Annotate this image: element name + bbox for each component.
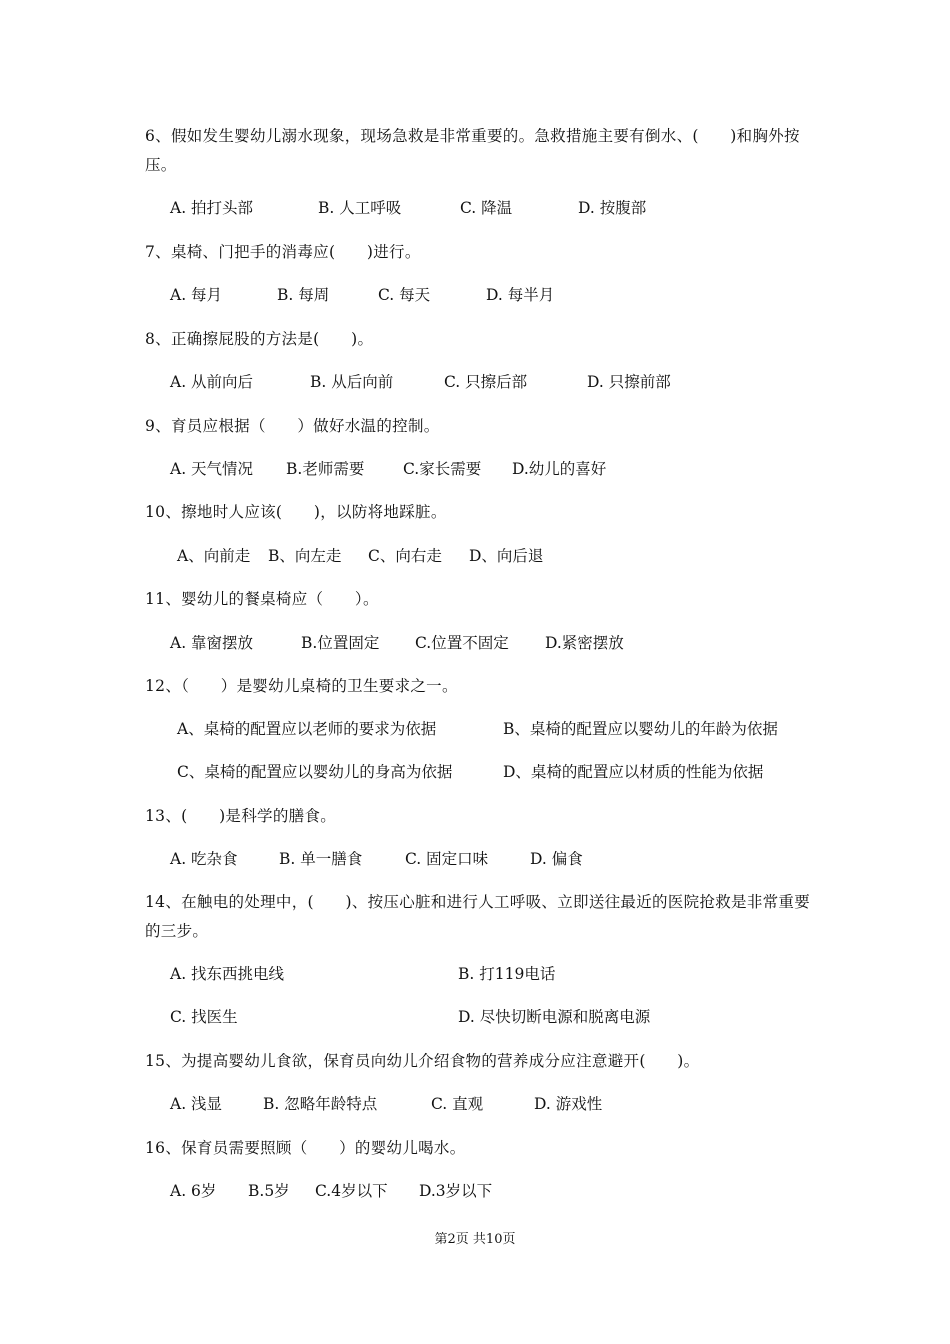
question-7-options — [170, 284, 554, 306]
option-c: C、桌椅的配置应以婴幼儿的身高为依据 — [177, 763, 453, 781]
option-d: D. 每半月 — [486, 286, 555, 304]
option-c: C. 固定口味 — [405, 850, 489, 868]
option-b: B.老师需要 — [286, 460, 365, 478]
option-a: A. 从前向后 — [170, 373, 254, 391]
option-b: B.位置固定 — [301, 634, 380, 652]
question-14-stem: 14、在触电的处理中，( )、按压心脏和进行人工呼吸、立即送往最近的医院抢救是非常重要的三步。 — [145, 893, 811, 940]
option-c: C. 找医生 — [170, 1008, 238, 1026]
question-14-options-row1 — [170, 963, 555, 985]
question-16-options — [170, 1180, 492, 1202]
option-a: A. 靠窗摆放 — [170, 634, 254, 652]
option-b: B. 忽略年龄特点 — [263, 1095, 378, 1113]
option-b: B. 每周 — [277, 286, 330, 304]
option-c: C. 只擦后部 — [444, 373, 528, 391]
option-b: B.5岁 — [248, 1182, 290, 1200]
option-d: D. 只擦前部 — [587, 373, 671, 391]
question-16-stem: 16、保育员需要照顾（ ）的婴幼儿喝水。 — [145, 1139, 466, 1157]
option-b: B. 单一膳食 — [279, 850, 363, 868]
option-a: A. 每月 — [170, 286, 223, 304]
option-a: A. 浅显 — [170, 1095, 223, 1113]
question-8-stem: 8、正确擦屁股的方法是( )。 — [145, 330, 374, 348]
option-b: B. 打119电话 — [458, 965, 556, 983]
option-b: B、桌椅的配置应以婴幼儿的年龄为依据 — [503, 720, 778, 738]
option-c: C. 降温 — [460, 199, 513, 217]
question-12-stem: 12、（ ）是婴幼儿桌椅的卫生要求之一。 — [145, 677, 458, 695]
option-b: B、向左走 — [268, 547, 342, 565]
question-14-options-row2 — [170, 1006, 650, 1028]
option-d: D. 按腹部 — [578, 199, 647, 217]
page-footer: 第2页 共10页 — [434, 1232, 516, 1247]
question-13-stem: 13、( )是科学的膳食。 — [145, 807, 337, 825]
question-15-options — [170, 1093, 602, 1115]
option-a: A、向前走 — [177, 547, 251, 565]
option-d: D、向后退 — [469, 547, 544, 565]
option-c: C. 每天 — [378, 286, 431, 304]
option-d: D.3岁以下 — [419, 1182, 493, 1200]
option-d: D.幼儿的喜好 — [512, 460, 607, 478]
option-d: D. 偏食 — [530, 850, 583, 868]
question-6-stem: 6、假如发生婴幼儿溺水现象，现场急救是非常重要的。急救措施主要有倒水、( )和胸外按压。 — [145, 127, 800, 174]
option-c: C、向右走 — [368, 547, 442, 565]
question-6-options — [170, 197, 646, 219]
question-13-options — [170, 848, 583, 870]
question-12-options-row1 — [177, 718, 778, 740]
option-a: A. 6岁 — [170, 1182, 217, 1200]
question-10-stem: 10、擦地时人应该( )，以防将地踩脏。 — [145, 503, 447, 521]
question-12-options-row2 — [177, 761, 763, 783]
option-d: D. 尽快切断电源和脱离电源 — [458, 1008, 651, 1026]
option-c: C.位置不固定 — [415, 634, 509, 652]
option-a: A. 找东西挑电线 — [170, 965, 285, 983]
option-d: D、桌椅的配置应以材质的性能为依据 — [503, 763, 764, 781]
question-9-stem: 9、育员应根据（ ）做好水温的控制。 — [145, 417, 440, 435]
question-7-stem: 7、桌椅、门把手的消毒应( )进行。 — [145, 243, 421, 261]
option-a: A. 天气情况 — [170, 460, 254, 478]
question-11-stem: 11、婴幼儿的餐桌椅应（ ）。 — [145, 590, 379, 608]
option-c: C.家长需要 — [403, 460, 482, 478]
option-b: B. 从后向前 — [310, 373, 394, 391]
option-a: A、桌椅的配置应以老师的要求为依据 — [177, 720, 437, 738]
question-15-stem: 15、为提高婴幼儿食欲，保育员向幼儿介绍食物的营养成分应注意避开( )。 — [145, 1052, 700, 1070]
question-8-options — [170, 371, 671, 393]
option-c: C.4岁以下 — [315, 1182, 388, 1200]
option-a: A. 拍打头部 — [170, 199, 254, 217]
question-9-options — [170, 458, 606, 480]
option-b: B. 人工呼吸 — [318, 199, 402, 217]
option-d: D. 游戏性 — [534, 1095, 603, 1113]
option-c: C. 直观 — [431, 1095, 484, 1113]
question-10-options — [177, 545, 543, 567]
question-11-options — [170, 632, 624, 654]
option-a: A. 吃杂食 — [170, 850, 238, 868]
option-d: D.紧密摆放 — [545, 634, 624, 652]
